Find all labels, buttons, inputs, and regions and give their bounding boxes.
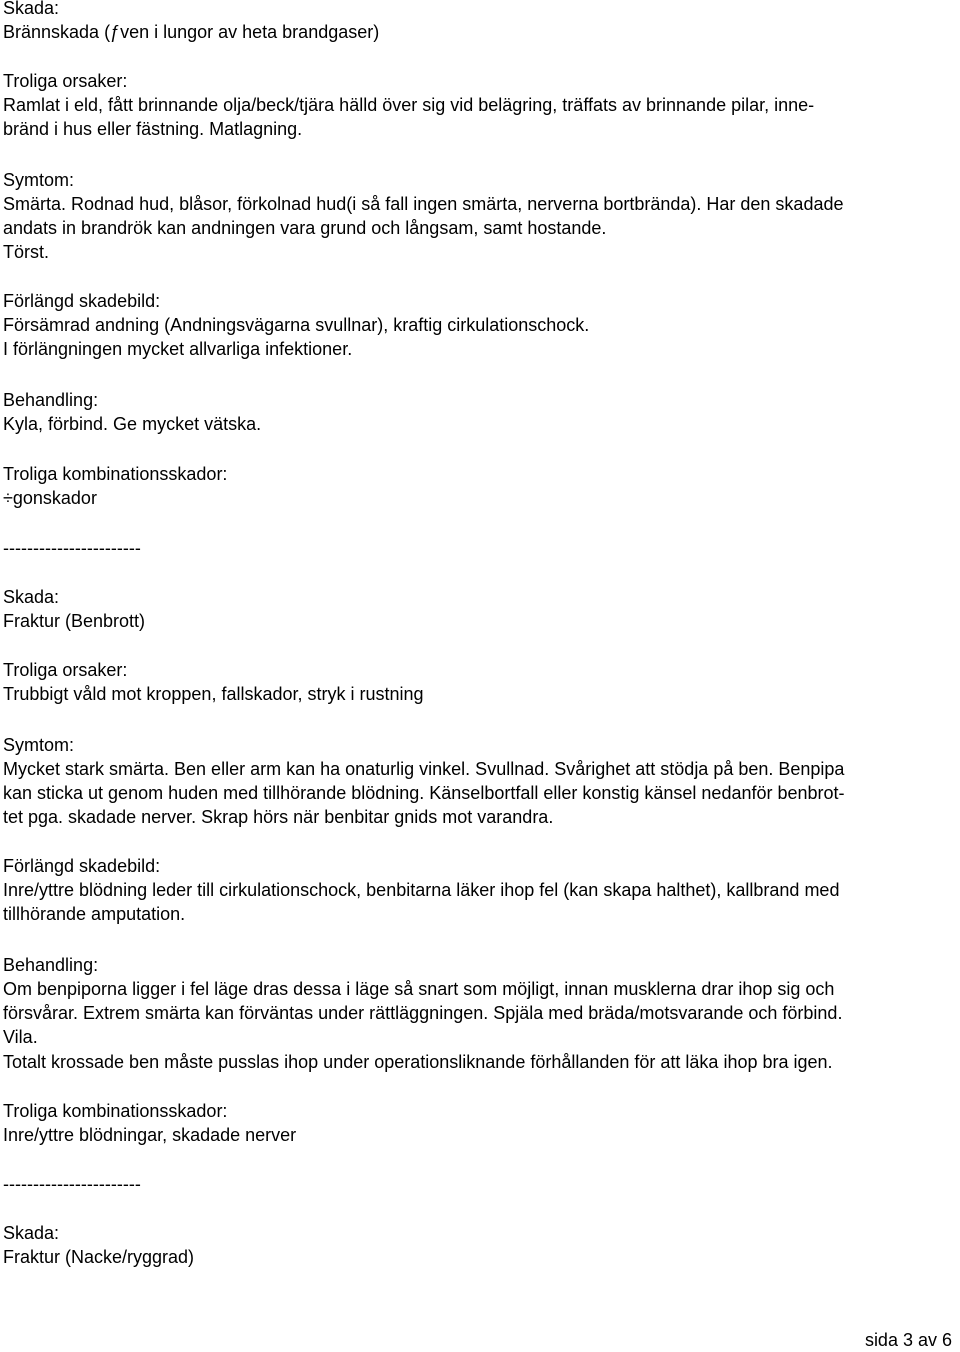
body-text: tillhörande amputation. (3, 904, 186, 924)
injury-title: Brännskada (ƒven i lungor av heta brandgaser) (3, 22, 380, 42)
section-label-kombination: Troliga kombinationsskador: (3, 464, 228, 484)
body-text: Trubbigt våld mot kroppen, fallskador, stryk i rustning (3, 684, 424, 704)
section-label-symtom: Symtom: (3, 170, 75, 190)
body-text: Ramlat i eld, fått brinnande olja/beck/tjära hälld över sig vid belägring, träffats av brinnande pilar, inne- (3, 95, 815, 115)
body-text: Smärta. Rodnad hud, blåsor, förkolnad hud(i så fall ingen smärta, nerverna bortbrända). Har den skadade (3, 194, 844, 214)
separator: ----------------------- (3, 538, 141, 558)
body-text: andats in brandrök kan andningen vara grund och långsam, samt hostande. (3, 218, 607, 238)
section-label-behandling: Behandling: (3, 390, 99, 410)
body-text: Vila. (3, 1027, 38, 1047)
body-text: ÷gonskador (3, 488, 97, 508)
section-label-forlangd: Förlängd skadebild: (3, 291, 161, 311)
section-label-orsaker: Troliga orsaker: (3, 660, 128, 680)
separator: ----------------------- (3, 1174, 141, 1194)
body-text: Om benpiporna ligger i fel läge dras dessa i läge så snart som möjligt, innan musklerna drar ihop sig och (3, 979, 835, 999)
section-label-symtom: Symtom: (3, 735, 75, 755)
section-label-kombination: Troliga kombinationsskador: (3, 1101, 228, 1121)
body-text: kan sticka ut genom huden med tillhörande blödning. Känselbortfall eller konstig känsel nedanför benbrot- (3, 783, 845, 803)
body-text: Törst. (3, 242, 50, 262)
page-number: sida 3 av 6 (864, 1330, 952, 1350)
injury-title: Fraktur (Benbrott) (3, 611, 146, 631)
body-text: Inre/yttre blödning leder till cirkulationschock, benbitarna läker ihop fel (kan skapa halthet), kallbrand med (3, 880, 840, 900)
body-text: tet pga. skadade nerver. Skrap hörs när benbitar gnids mot varandra. (3, 807, 554, 827)
body-text: bränd i hus eller fästning. Matlagning. (3, 119, 303, 139)
body-text: Försämrad andning (Andningsvägarna svullnar), kraftig cirkulationschock. (3, 315, 590, 335)
body-text: försvårar. Extrem smärta kan förväntas under rättläggningen. Spjäla med bräda/motsvarande och förbind. (3, 1003, 843, 1023)
injury-title: Fraktur (Nacke/ryggrad) (3, 1247, 195, 1267)
section-label-skada: Skada: (3, 0, 60, 18)
section-label-orsaker: Troliga orsaker: (3, 71, 128, 91)
body-text: Mycket stark smärta. Ben eller arm kan ha onaturlig vinkel. Svullnad. Svårighet att stödja på ben. Benpipa (3, 759, 845, 779)
body-text: Totalt krossade ben måste pusslas ihop under operationsliknande förhållanden för att läka ihop bra igen. (3, 1052, 833, 1072)
body-text: Kyla, förbind. Ge mycket vätska. (3, 414, 262, 434)
body-text: Inre/yttre blödningar, skadade nerver (3, 1125, 297, 1145)
section-label-skada: Skada: (3, 587, 60, 607)
body-text: I förlängningen mycket allvarliga infektioner. (3, 339, 353, 359)
section-label-skada: Skada: (3, 1223, 60, 1243)
section-label-behandling: Behandling: (3, 955, 99, 975)
section-label-forlangd: Förlängd skadebild: (3, 856, 161, 876)
